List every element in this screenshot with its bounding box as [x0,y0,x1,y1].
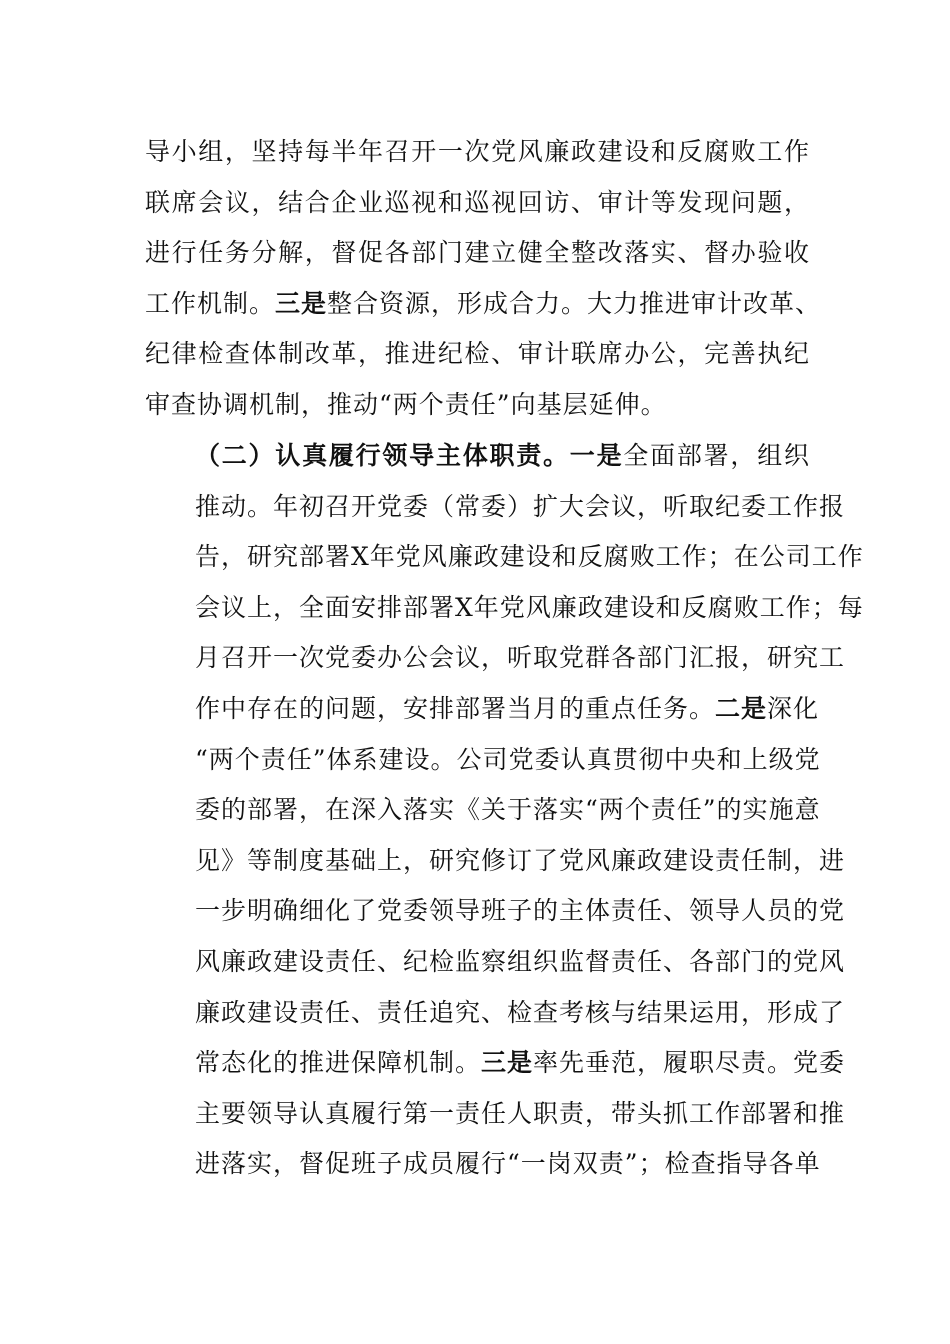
text-run: “两个责任”体系建设。公司党委认真贯彻中央和上级党 [195,744,821,774]
text-run: 告，研究部署X年党风廉政建设和反腐败工作；在公司工作 [195,542,864,572]
bold-text-run: 三是 [481,1048,534,1078]
text-run: 主要领导认真履行第一责任人职责，带头抓工作部署和推 [195,1098,846,1128]
text-line [145,329,810,380]
text-run: 联席会议，结合企业巡视和巡视回访、审计等发现问题， [145,187,810,217]
text-run: 一步明确细化了党委领导班子的主体责任、领导人员的党 [195,896,846,926]
bold-text-run: 二是 [715,693,768,723]
text-line [145,228,810,279]
text-run: 率先垂范，履职尽责。党委 [533,1048,846,1078]
text-run: 全面部署，组织 [623,441,810,470]
text-line [145,633,846,684]
text-line [145,482,846,533]
text-line [145,836,846,887]
text-line [145,380,810,431]
text-run: 导小组，坚持每半年召开一次党风廉政建设和反腐败工作 [145,137,810,166]
text-line [145,178,810,229]
text-run: 见》等制度基础上，研究修订了党风廉政建设责任制，进 [195,845,846,875]
text-line [145,279,822,330]
text-line [145,937,846,988]
text-line [145,684,820,735]
text-run: 进行任务分解，督促各部门建立健全整改落实、督办验收 [145,238,810,268]
text-run: 审查协调机制，推动“两个责任”向基层延伸。 [145,389,667,419]
bold-text-run: 三是 [275,288,328,318]
text-line [145,1089,846,1140]
text-line [145,583,864,634]
text-run: 委的部署，在深入落实《关于落实“两个责任”的实施意 [195,795,821,825]
paragraph-2 [145,431,864,1190]
text-run: 会议上，全面安排部署X年党风廉政建设和反腐败工作；每 [195,592,864,622]
text-run: 整合资源，形成合力。大力推进审计改革、 [327,288,822,318]
bold-text-run: （二）认真履行领导主体职责。 [195,441,570,470]
bold-text-run: 一是 [569,441,624,470]
text-run: 推动。年初召开党委（常委）扩大会议，听取纪委工作报 [195,491,846,521]
text-run: 纪律检查体制改革，推进纪检、审计联席办公，完善执纪 [145,339,810,369]
text-line [145,1139,821,1190]
text-run: 常态化的推进保障机制。 [195,1048,482,1078]
text-line [145,532,864,583]
text-line [145,1038,846,1089]
text-line [145,431,810,482]
paragraph-1 [145,127,822,431]
text-run: 进落实，督促班子成员履行“一岗双责”；检查指导各单 [195,1149,821,1179]
text-run: 工作机制。 [145,288,276,318]
text-line [145,886,846,937]
text-run: 廉政建设责任、责任追究、检查考核与结果运用，形成了 [195,997,846,1027]
text-line [145,785,821,836]
text-run: 月召开一次党委办公会议，听取党群各部门汇报，研究工 [195,643,846,673]
text-run: 作中存在的问题，安排部署当月的重点任务。 [195,693,716,723]
text-line [145,127,810,178]
text-line [145,735,821,786]
text-run: 风廉政建设责任、纪检监察组织监督责任、各部门的党风 [195,946,846,976]
text-line [145,988,846,1039]
text-run: 深化 [767,693,820,723]
